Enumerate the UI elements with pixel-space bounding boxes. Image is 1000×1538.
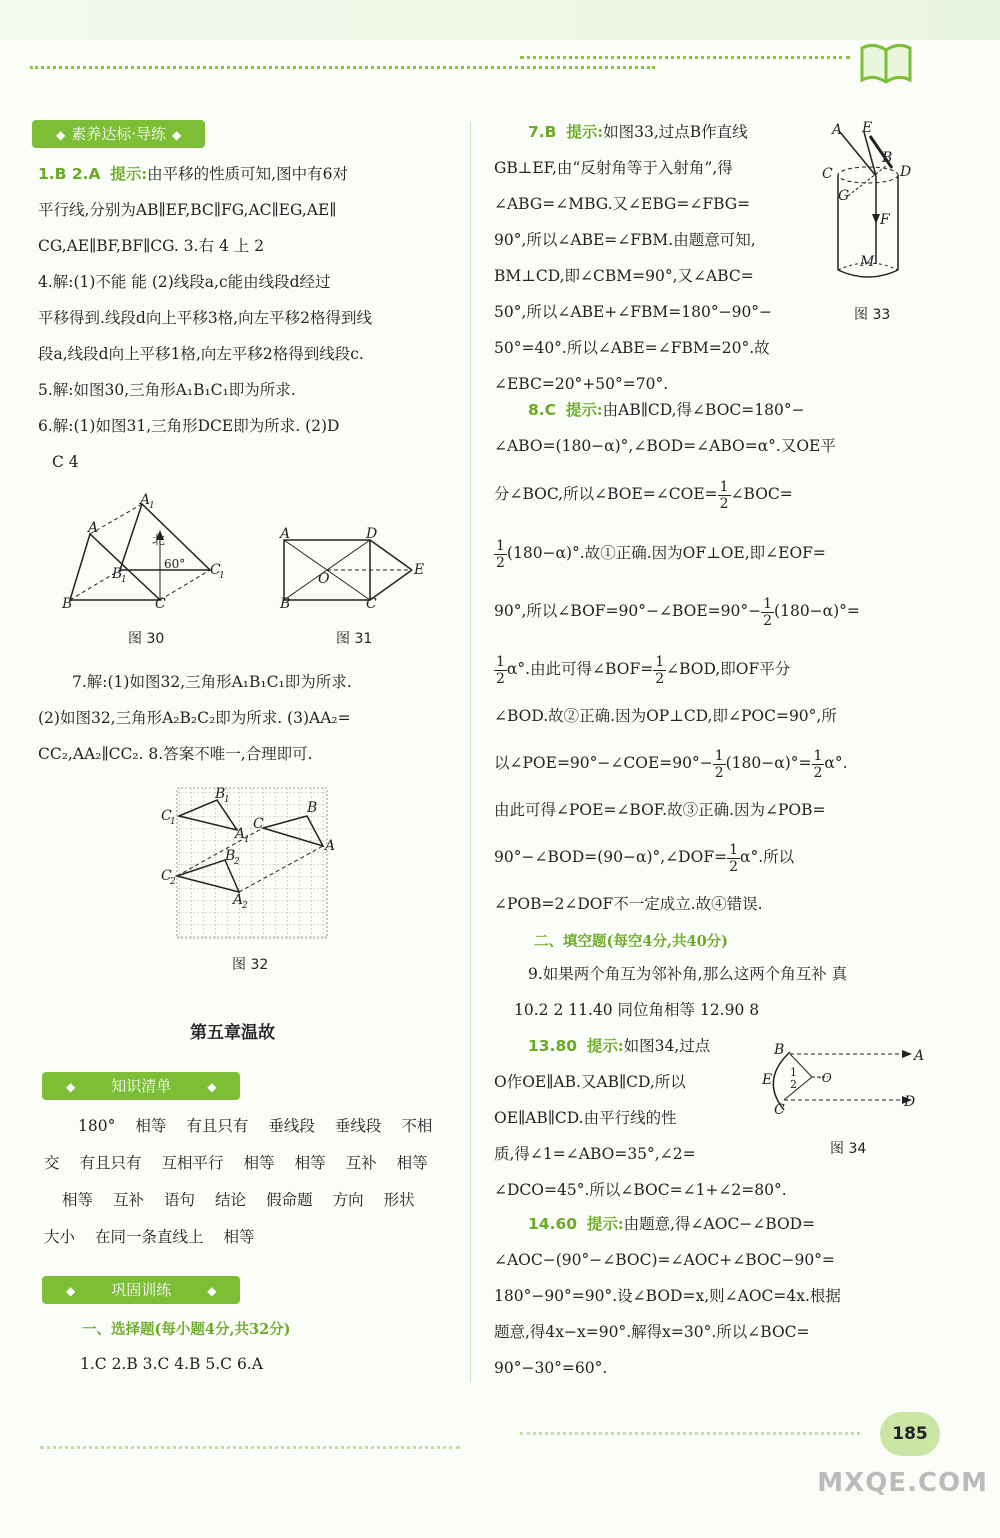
svg-text:C: C xyxy=(822,166,833,182)
knowledge-item: 在同一条直线上 xyxy=(95,1228,204,1246)
text-line: 90°,所以∠ABE=∠FBM.由题意可知, xyxy=(494,231,756,249)
text-line: ∠AOC−(90°−∠BOC)=∠AOC+∠BOC−90°= xyxy=(494,1251,835,1269)
right-column-fill: 9.如果两个角互为邻补角,那么这两个角互补 真 10.2 2 11.40 同位角相等 12.90 8 13.80 提示:如图34,过点 O作OE∥AB.又AB∥CD,所以 OE∥AB∥CD.由平行线的性 质,得∠1=∠ABO=35°,∠2= ∠DCO=45°.所以∠BOC=∠1+∠2=80°. xyxy=(494,956,847,1208)
svg-text:B: B xyxy=(112,566,123,582)
text-line: C 4 xyxy=(52,453,79,471)
fraction: $\frac{1}{2}$ xyxy=(496,537,505,571)
svg-text:A: A xyxy=(325,838,336,854)
knowledge-item: 180° xyxy=(78,1117,116,1135)
svg-text:2: 2 xyxy=(234,857,240,867)
answer-7: 7.B xyxy=(528,123,557,141)
knowledge-item: 形状 xyxy=(383,1191,415,1209)
subsection-fill: 二、填空题(每空4分,共40分) xyxy=(534,933,729,950)
bottom-dotted-line-right xyxy=(520,1432,860,1435)
text-line: GB⊥EF,由“反射角等于入射角”,得 xyxy=(494,159,733,177)
figure-33 xyxy=(818,120,918,294)
text-line: (2)如图32,三角形A₂B₂C₂即为所求. (3)AA₂= xyxy=(38,709,351,727)
knowledge-item: 相等 xyxy=(396,1154,428,1172)
text-line: 题意,得4x−x=90°.解得x=30°.所以∠BOC= xyxy=(494,1323,810,1341)
text-line: 5.解:如图30,三角形A₁B₁C₁即为所求. xyxy=(38,381,296,399)
knowledge-row-1 xyxy=(44,1108,452,1145)
svg-text:B: B xyxy=(215,786,226,802)
text-line: ∠POB=2∠DOF不一定成立.故④错误. xyxy=(494,895,763,913)
answer-8: 8.C xyxy=(528,401,557,419)
text-line: 段a,线段d向上平移1格,向左平移2格得到线段c. xyxy=(38,345,364,363)
left-column-mid xyxy=(38,664,352,772)
figure-32 xyxy=(155,780,345,944)
text-line: 50°,所以∠ABE+∠FBM=180°−90°− xyxy=(494,303,773,321)
svg-text:D: D xyxy=(900,164,912,180)
svg-text:北: 北 xyxy=(152,533,166,548)
svg-text:E: E xyxy=(762,1072,773,1088)
choice-answers: 1.C 2.B 3.C 4.B 5.C 6.A xyxy=(80,1355,263,1373)
svg-text:1: 1 xyxy=(244,835,250,845)
knowledge-row-2 xyxy=(44,1145,452,1182)
knowledge-item: 相等 xyxy=(135,1117,167,1135)
knowledge-item: 互相平行 xyxy=(161,1154,224,1172)
text-line: 10.2 2 11.40 同位角相等 12.90 8 xyxy=(514,1001,760,1019)
svg-text:O: O xyxy=(318,571,330,587)
top-dotted-line xyxy=(30,66,655,69)
knowledge-item: 相等 xyxy=(62,1191,94,1209)
knowledge-item: 垂线段 xyxy=(268,1117,315,1135)
left-column-top: 1.B 2.A 提示:由平移的性质可知,图中有6对 平行线,分别为AB∥EF,BC∥FG,AC∥EG,AE∥ CG,AE∥BF,BF∥CG. 3.右 4 上 2 4.解:(1)不能 能 (2)线段a,c能由线段d经过 平移得到.线段d向上平移3格,向左平移2格得到线 段a,线段d向上平移1格,向左平移2格得到线段c. 5.解:如图30,三角形A₁B₁C₁即为所求. 6.解:(1)如图31,三角形DCE即为所求. (2)D C 4 xyxy=(38,156,372,480)
knowledge-item: 互补 xyxy=(345,1154,377,1172)
knowledge-item: 互补 xyxy=(113,1191,145,1209)
svg-text:D: D xyxy=(366,526,378,542)
fraction: $\frac{1}{2}$ xyxy=(813,747,823,781)
svg-text:1: 1 xyxy=(149,501,155,511)
text-line: 6.解:(1)如图31,三角形DCE即为所求. (2)D xyxy=(38,417,340,435)
text-line: 4.解:(1)不能 能 (2)线段a,c能由线段d经过 xyxy=(38,273,331,291)
hint-label: 提示: xyxy=(110,164,148,183)
knowledge-row-3 xyxy=(44,1182,452,1219)
text-line: ∠DCO=45°.所以∠BOC=∠1+∠2=80°. xyxy=(494,1181,787,1199)
text-line: ∠EBC=20°+50°=70°. xyxy=(494,375,669,393)
svg-text:C: C xyxy=(253,816,264,832)
knowledge-item: 不相 xyxy=(401,1117,433,1135)
section-title-gonggu: ◆ 巩固训练 ◆ xyxy=(42,1276,240,1304)
svg-text:B: B xyxy=(62,596,73,612)
chapter-title: 第五章温故 xyxy=(190,1023,275,1043)
svg-text:A: A xyxy=(280,526,291,542)
svg-text:A: A xyxy=(914,1048,925,1064)
page-number: 185 xyxy=(880,1412,940,1456)
knowledge-list xyxy=(44,1108,452,1256)
answer-1-2: 1.B 2.A xyxy=(38,165,101,183)
svg-text:C: C xyxy=(155,596,166,612)
text-line: 90°−30°=60°. xyxy=(494,1359,608,1377)
svg-text:C: C xyxy=(161,808,172,824)
svg-text:B: B xyxy=(280,596,291,612)
knowledge-item: 大小 xyxy=(44,1228,76,1246)
top-band xyxy=(0,0,1000,40)
text-line: 由此可得∠POE=∠BOF.故③正确.因为∠POB= xyxy=(494,801,826,819)
svg-text:M: M xyxy=(860,254,875,270)
answer-14: 14.60 xyxy=(528,1215,578,1233)
svg-text:B: B xyxy=(307,800,318,816)
text-line: 平行线,分别为AB∥EF,BC∥FG,AC∥EG,AE∥ xyxy=(38,201,337,219)
svg-text:B: B xyxy=(774,1042,785,1058)
text-line: 平移得到.线段d向上平移3格,向左平移2格得到线 xyxy=(38,309,373,327)
svg-text:2: 2 xyxy=(170,877,176,887)
knowledge-item: 结论 xyxy=(215,1191,247,1209)
svg-text:2: 2 xyxy=(790,1078,797,1091)
section-title-suyang: ◆ 素养达标·导练 ◆ xyxy=(32,120,205,148)
text-line: 50°=40°.所以∠ABE=∠FBM=20°.故 xyxy=(494,339,770,357)
svg-text:A: A xyxy=(235,826,246,842)
subsection-choice: 一、选择题(每小题4分,共32分) xyxy=(82,1321,291,1338)
knowledge-item: 有且只有 xyxy=(79,1154,142,1172)
watermark: MXQE.COM xyxy=(817,1468,988,1498)
text-line: CC₂,AA₂∥CC₂. 8.答案不唯一,合理即可. xyxy=(38,745,313,763)
figure-31-caption: 图 31 xyxy=(336,631,373,647)
figure-34 xyxy=(760,1040,925,1124)
fraction: $\frac{1}{2}$ xyxy=(655,653,665,687)
knowledge-item: 交 xyxy=(44,1154,60,1172)
svg-text:A: A xyxy=(233,892,244,908)
text-line: O作OE∥AB.又AB∥CD,所以 xyxy=(494,1073,686,1091)
svg-text:C: C xyxy=(161,868,172,884)
svg-text:A: A xyxy=(88,520,99,536)
fraction: $\frac{1}{2}$ xyxy=(729,841,738,875)
answer-13: 13.80 xyxy=(528,1037,578,1055)
text-line: 质,得∠1=∠ABO=35°,∠2= xyxy=(494,1145,696,1163)
knowledge-item: 假命题 xyxy=(266,1191,313,1209)
text-line: OE∥AB∥CD.由平行线的性 xyxy=(494,1109,677,1127)
bottom-dotted-line xyxy=(40,1446,460,1449)
knowledge-item: 有且只有 xyxy=(186,1117,249,1135)
knowledge-item: 相等 xyxy=(294,1154,326,1172)
svg-text:G: G xyxy=(838,188,850,204)
text-line: CG,AE∥BF,BF∥CG. 3.右 4 上 2 xyxy=(38,237,265,255)
svg-text:C: C xyxy=(210,562,221,578)
right-column-mid: 8.C 提示:由AB∥CD,得∠BOC=180°− ∠ABO=(180−α)°,∠BOD=∠ABO=α°.又OE平 分∠BOC,所以∠BOE=∠COE= $\frac{1}{2}$ ∠BOC= $\frac{1}{2}$ (180−α)°.故①正确.因为OF⊥OE,即∠EOF= 90°,所以∠BOF=90°−∠BOE=90°− $\frac{1}{2}$ (180−α)°= $\frac{1}{2}$ α°.由此可得∠BOF= $\frac{1}{2}$ ∠BOD,即OF平分 ∠BOD.故②正确.因为OP⊥CD,即∠POC=90°,所 以∠POE=90°−∠COE=90°− $\frac{1}{2}$ (180−α)°= $\frac{1}{2}$ α°. 由此可得∠POE=∠BOF.故③正确.因为∠POB= 90°−∠BOD=(90−α)°,∠DOF= $\frac{1}{2}$ α°.所以 ∠POB=2∠DOF不一定成立.故④错误. xyxy=(494,392,860,922)
fraction: $\frac{1}{2}$ xyxy=(496,653,505,687)
fraction: $\frac{1}{2}$ xyxy=(763,595,773,629)
svg-text:1: 1 xyxy=(219,571,225,581)
knowledge-item: 语句 xyxy=(164,1191,196,1209)
figure-30-caption: 图 30 xyxy=(128,631,165,647)
text-line: 7.解:(1)如图32,三角形A₁B₁C₁即为所求. xyxy=(72,673,352,691)
svg-text:A: A xyxy=(140,492,151,508)
knowledge-item: 相等 xyxy=(243,1154,275,1172)
figure-34-caption: 图 34 xyxy=(830,1141,867,1157)
knowledge-item: 相等 xyxy=(223,1228,255,1246)
svg-text:D: D xyxy=(904,1094,916,1110)
book-icon xyxy=(858,40,914,86)
figure-32-caption: 图 32 xyxy=(232,957,269,973)
svg-text:E: E xyxy=(414,562,425,578)
svg-text:·O: ·O xyxy=(818,1071,832,1085)
right-column-bottom: 14.60 提示:由题意,得∠AOC−∠BOD= ∠AOC−(90°−∠BOC)=∠AOC+∠BOC−90°= 180°−90°=90°.设∠BOD=x,则∠AOC=4x.根据 题意,得4x−x=90°.解得x=30°.所以∠BOC= 90°−30°=60°. xyxy=(494,1206,841,1386)
figure-33-caption: 图 33 xyxy=(854,307,891,323)
text-line: ∠BOD.故②正确.因为OP⊥CD,即∠POC=90°,所 xyxy=(494,707,837,725)
section-title-zhishi: ◆ 知识清单 ◆ xyxy=(42,1072,240,1100)
text-line: 9.如果两个角互为邻补角,那么这两个角互补 真 xyxy=(528,965,848,983)
svg-text:1: 1 xyxy=(170,817,176,827)
knowledge-item: 方向 xyxy=(332,1191,364,1209)
svg-text:60°: 60° xyxy=(164,557,186,571)
column-divider xyxy=(470,122,472,1382)
svg-text:A: A xyxy=(832,122,843,138)
knowledge-row-4 xyxy=(44,1219,452,1256)
svg-text:F: F xyxy=(880,212,890,228)
figure-30 xyxy=(60,492,240,616)
top-dotted-line-right xyxy=(520,56,850,59)
svg-text:1: 1 xyxy=(224,795,230,805)
text-line: ∠ABG=∠MBG.又∠EBG=∠FBG= xyxy=(494,195,751,213)
text-line: ∠ABO=(180−α)°,∠BOD=∠ABO=α°.又OE平 xyxy=(494,437,836,455)
svg-text:C: C xyxy=(366,596,377,612)
right-column-top: 7.B 提示:如图33,过点B作直线 GB⊥EF,由“反射角等于入射角”,得 ∠ABG=∠MBG.又∠EBG=∠FBG= 90°,所以∠ABE=∠FBM.由题意可知, BM⊥CD,即∠CBM=90°,又∠ABC= 50°,所以∠ABE+∠FBM=180°−90°− 50°=40°.所以∠ABE=∠FBM=20°.故 ∠EBC=20°+50°=70°. xyxy=(494,114,772,402)
figure-31 xyxy=(274,528,434,612)
text-line: BM⊥CD,即∠CBM=90°,又∠ABC= xyxy=(494,267,754,285)
fraction: $\frac{1}{2}$ xyxy=(719,478,729,512)
svg-text:B: B xyxy=(225,848,236,864)
svg-text:B: B xyxy=(882,150,893,166)
svg-text:1: 1 xyxy=(790,1066,797,1079)
knowledge-item: 垂线段 xyxy=(334,1117,382,1135)
svg-text:2: 2 xyxy=(242,901,248,911)
svg-text:1: 1 xyxy=(121,575,127,585)
svg-text:E: E xyxy=(862,120,873,136)
svg-text:C: C xyxy=(774,1102,785,1118)
fraction: $\frac{1}{2}$ xyxy=(714,747,724,781)
text-line: 180°−90°=90°.设∠BOD=x,则∠AOC=4x.根据 xyxy=(494,1287,841,1305)
